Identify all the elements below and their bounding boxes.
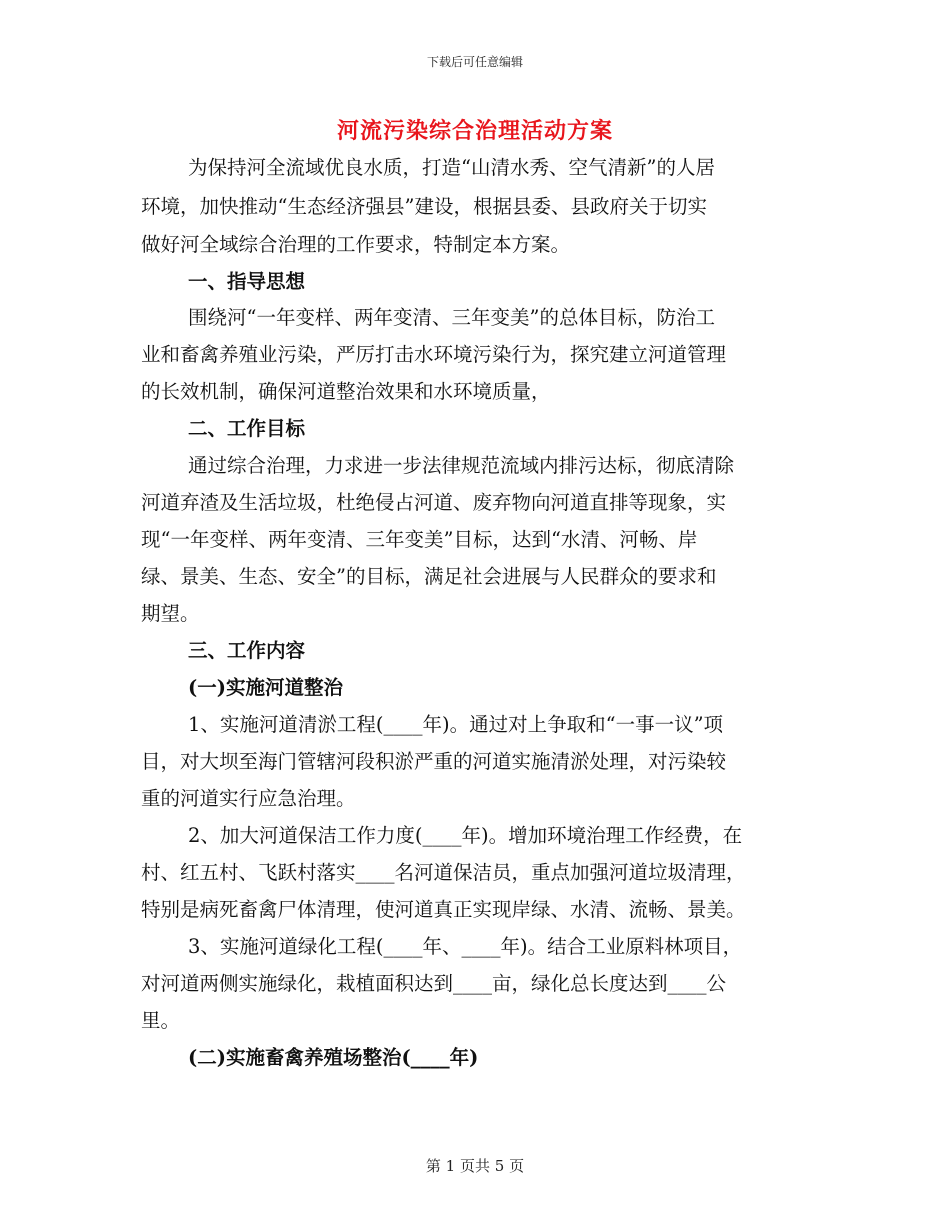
- section-heading: 一、指导思想: [188, 270, 306, 293]
- body-line: 做好河全域综合治理的工作要求，特制定本方案。: [141, 233, 571, 256]
- body-line: 特别是病死畜禽尸体清理，使河道真正实现岸绿、水清、流畅、景美。: [141, 898, 746, 921]
- subsection-heading: (一)实施河道整治: [188, 676, 343, 699]
- section-heading: 二、工作目标: [188, 417, 306, 440]
- body-line: 对河道两侧实施绿化，栽植面积达到____亩，绿化总长度达到____公: [141, 972, 727, 995]
- body-line: 围绕河“一年变样、两年变清、三年变美”的总体目标，防治工: [188, 306, 715, 329]
- document-title: 河流污染综合治理活动方案: [336, 118, 613, 144]
- body-line: 重的河道实行应急治理。: [141, 787, 356, 810]
- body-line: 现“一年变样、两年变清、三年变美”目标，达到“水清、河畅、岸: [141, 528, 698, 551]
- body-line: 1、实施河道清淤工程(____年)。通过对上争取和“一事一议”项: [188, 713, 724, 736]
- body-line: 业和畜禽养殖业污染，严厉打击水环境污染行为，探究建立河道管理: [141, 343, 727, 366]
- body-line: 通过综合治理，力求进一步法律规范流域内排污达标，彻底清除: [188, 454, 735, 477]
- body-line: 2、加大河道保洁工作力度(____年)。增加环境治理工作经费，在: [188, 824, 743, 847]
- body-line: 村、红五村、飞跃村落实____名河道保洁员，重点加强河道垃圾清理，: [141, 861, 746, 884]
- body-line: 期望。: [141, 602, 200, 625]
- section-heading: 三、工作内容: [188, 639, 306, 662]
- body-line: 河道弃渣及生活垃圾，杜绝侵占河道、废弃物向河道直排等现象，实: [141, 491, 727, 514]
- body-line: 目，对大坝至海门管辖河段积淤严重的河道实施清淤处理，对污染较: [141, 750, 727, 773]
- subsection-heading: (二)实施畜禽养殖场整治(____年): [188, 1046, 479, 1069]
- page-footer: 第 1 页共 5 页: [425, 1157, 525, 1175]
- body-line: 绿、景美、生态、安全”的目标，满足社会进展与人民群众的要求和: [141, 565, 717, 588]
- body-line: 里。: [141, 1009, 181, 1032]
- header-note: 下载后可任意编辑: [426, 55, 523, 69]
- body-line: 环境，加快推动“生态经济强县”建设，根据县委、县政府关于切实: [141, 195, 707, 218]
- body-line: 为保持河全流域优良水质，打造“山清水秀、空气清新”的人居: [188, 156, 715, 179]
- body-line: 3、实施河道绿化工程(____年、____年)。结合工业原料林项目，: [188, 935, 743, 958]
- body-line: 的长效机制，确保河道整治效果和水环境质量，: [141, 380, 551, 403]
